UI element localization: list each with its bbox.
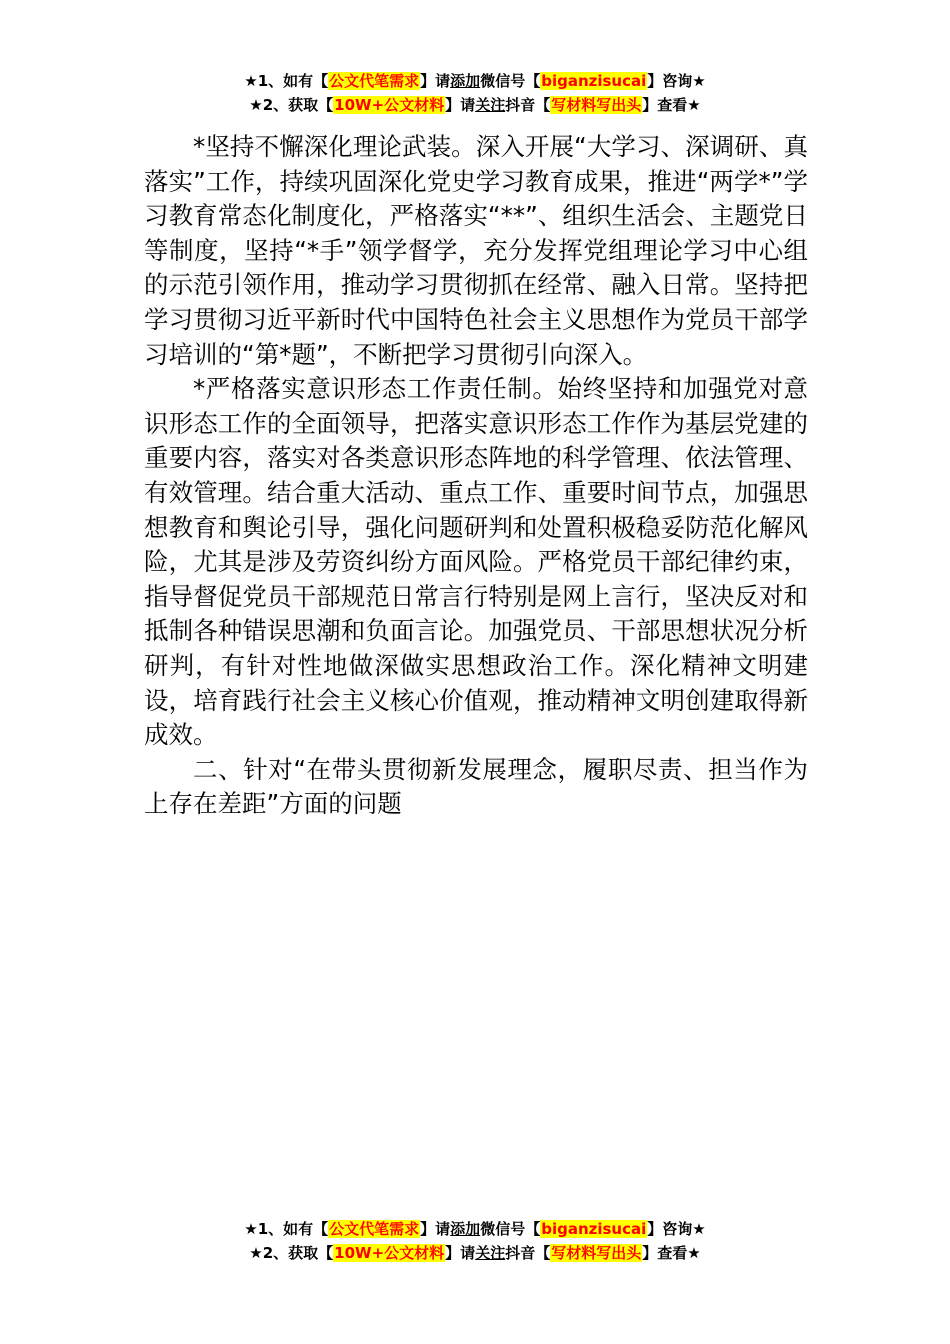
highlight-materials: 10W+公文材料 bbox=[334, 96, 445, 114]
banner-text: 】请 bbox=[445, 1244, 476, 1262]
header-banner bbox=[0, 69, 950, 117]
banner-line-consult bbox=[0, 69, 950, 93]
banner-text: 】咨询 bbox=[647, 1220, 693, 1238]
banner-text: 】请 bbox=[445, 96, 476, 114]
star-icon: ★ bbox=[244, 1220, 258, 1238]
underlined-word: 关注 bbox=[475, 1244, 506, 1262]
banner-text: 】查看 bbox=[642, 96, 688, 114]
banner-line-materials bbox=[0, 1241, 950, 1265]
banner-text: 】查看 bbox=[642, 1244, 688, 1262]
banner-text: 1、如有【 bbox=[257, 1220, 329, 1238]
banner-line-materials bbox=[0, 93, 950, 117]
underlined-word: 关注 bbox=[475, 96, 506, 114]
banner-text: 微信号【 bbox=[480, 72, 541, 90]
banner-text: 2、获取【 bbox=[262, 96, 334, 114]
underlined-word: 添加 bbox=[450, 1220, 481, 1238]
footer-banner bbox=[0, 1217, 950, 1265]
star-icon: ★ bbox=[687, 96, 701, 114]
document-body bbox=[144, 130, 808, 822]
star-icon: ★ bbox=[249, 96, 263, 114]
star-icon: ★ bbox=[692, 72, 706, 90]
highlight-materials: 10W+公文材料 bbox=[334, 1244, 445, 1262]
banner-text: 】请 bbox=[420, 1220, 451, 1238]
banner-text: 2、获取【 bbox=[262, 1244, 334, 1262]
banner-line-consult bbox=[0, 1217, 950, 1241]
banner-text: 抖音【 bbox=[505, 96, 551, 114]
section-heading-two: 二、针对“在带头贯彻新发展理念，履职尽责、担当作为上存在差距”方面的问题 bbox=[144, 754, 808, 819]
banner-text: 1、如有【 bbox=[257, 72, 329, 90]
star-icon: ★ bbox=[244, 72, 258, 90]
highlight-service: 公文代笔需求 bbox=[329, 1220, 420, 1238]
highlight-service: 公文代笔需求 bbox=[329, 72, 420, 90]
underlined-word: 添加 bbox=[450, 72, 481, 90]
highlight-wechat-id: biganzisucai bbox=[541, 72, 647, 90]
banner-text: 抖音【 bbox=[505, 1244, 551, 1262]
paragraph-theory-study: *坚持不懈深化理论武装。深入开展“大学习、深调研、真落实”工作，持续巩固深化党史学习教育成果，推进“两学*”学习教育常态化制度化，严格落实“**”、组织生活会、主题党日等制度，坚持“*手”领学督学，充分发挥党组理论学习中心组的示范引领作用，推动学习贯彻抓在经常、融入日常。坚持把学习贯彻习近平新时代中国特色社会主义思想作为党员干部学习培训的“第*题”，不断把学习贯彻引向深入。 bbox=[144, 132, 808, 369]
banner-text: 】请 bbox=[420, 72, 451, 90]
banner-text: 】咨询 bbox=[647, 72, 693, 90]
paragraph-ideology-responsibility: *严格落实意识形态工作责任制。始终坚持和加强党对意识形态工作的全面领导，把落实意识形态工作作为基层党建的重要内容，落实对各类意识形态阵地的科学管理、依法管理、有效管理。结合重大活动、重点工作、重要时间节点，加强思想教育和舆论引导，强化问题研判和处置积极稳妥防范化解风险，尤其是涉及劳资纠纷方面风险。严格党员干部纪律约束，指导督促党员干部规范日常言行特别是网上言行，坚决反对和抵制各种错误思潮和负面言论。加强党员、干部思想状况分析研判，有针对性地做深做实思想政治工作。深化精神文明建设，培育践行社会主义核心价值观，推动精神文明创建取得新成效。 bbox=[144, 374, 808, 750]
star-icon: ★ bbox=[692, 1220, 706, 1238]
banner-text: 微信号【 bbox=[480, 1220, 541, 1238]
highlight-wechat-id: biganzisucai bbox=[541, 1220, 647, 1238]
star-icon: ★ bbox=[249, 1244, 263, 1262]
highlight-douyin-account: 写材料写出头 bbox=[551, 1244, 642, 1262]
star-icon: ★ bbox=[687, 1244, 701, 1262]
highlight-douyin-account: 写材料写出头 bbox=[551, 96, 642, 114]
